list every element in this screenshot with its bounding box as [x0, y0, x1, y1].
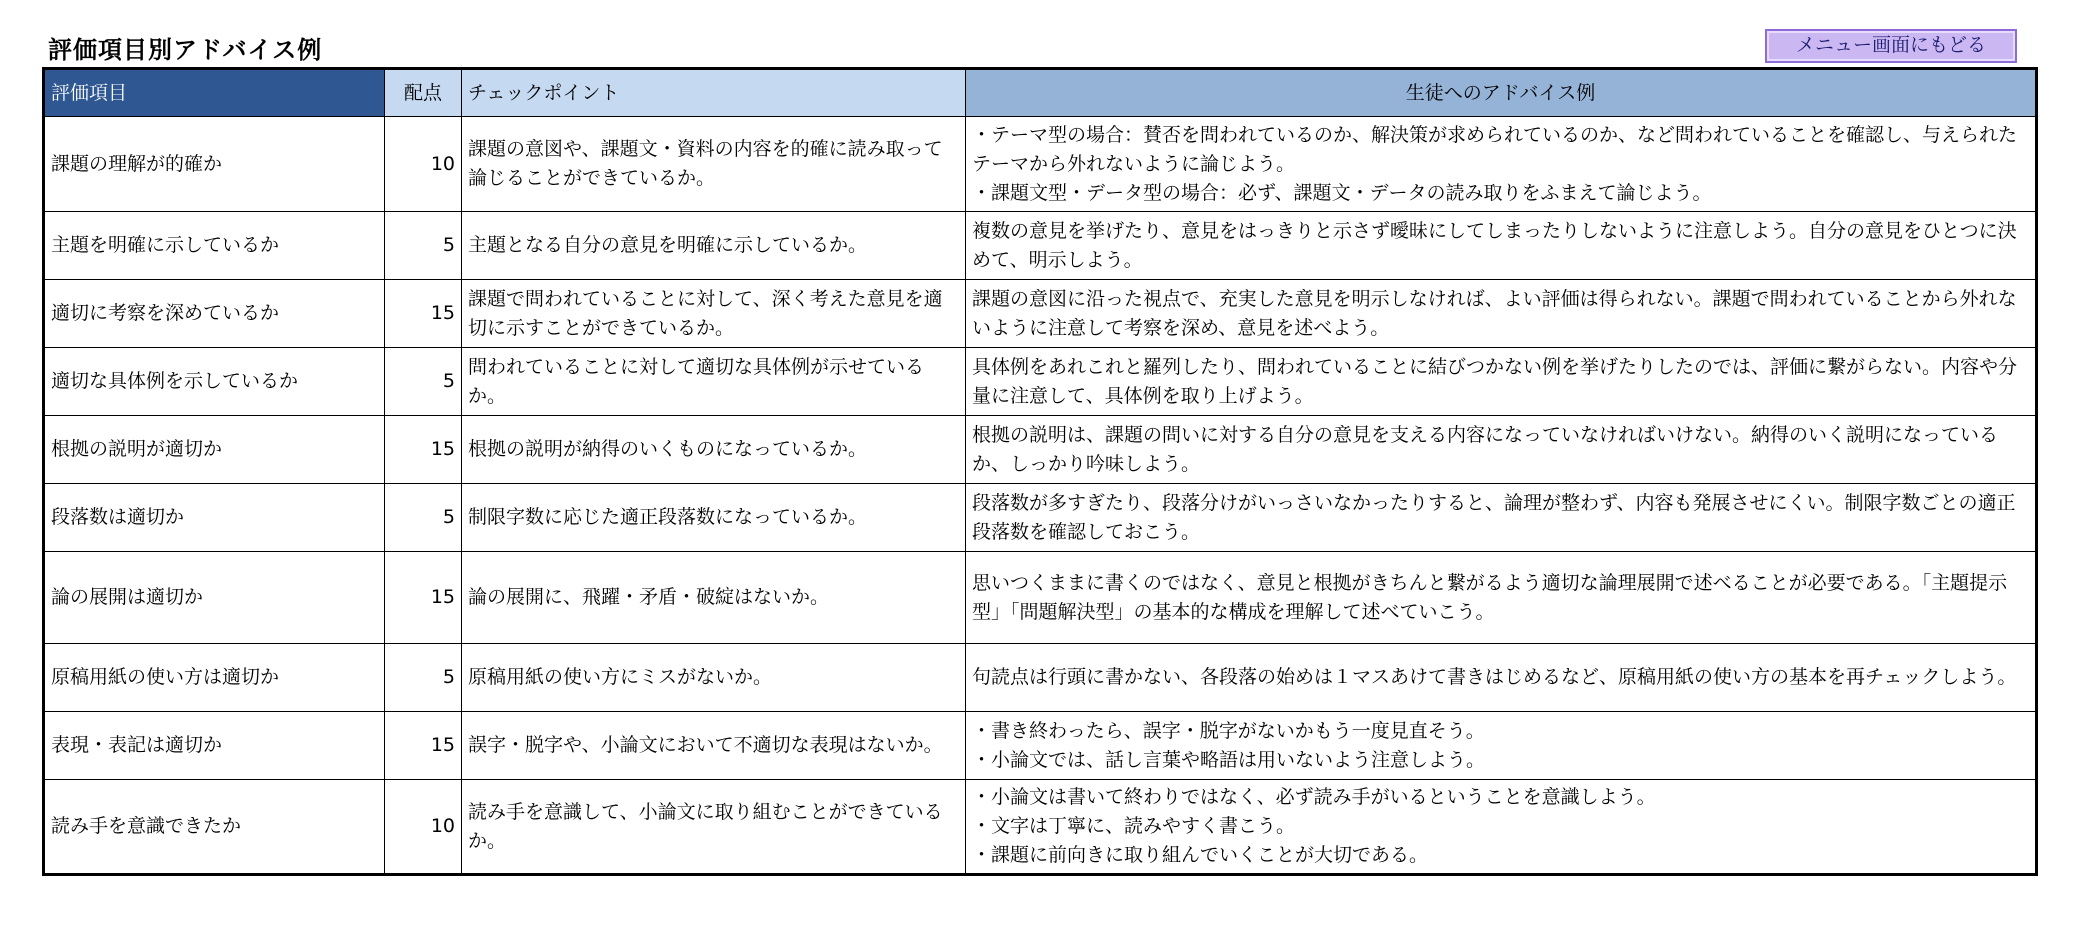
cell-checkpoint: 課題で問われていることに対して、深く考えた意見を適切に示すことができているか。	[462, 280, 966, 348]
advice-line: ・文字は丁寧に、読みやすく書こう。	[972, 815, 1296, 837]
cell-checkpoint: 論の展開に、飛躍・矛盾・破綻はないか。	[462, 552, 966, 644]
advice-line: ・小論文は書いて終わりではなく、必ず読み手がいるということを意識しよう。	[972, 786, 1656, 808]
table-row	[44, 780, 2037, 875]
cell-score: 15	[385, 280, 462, 348]
cell-score: 10	[385, 780, 462, 875]
cell-item: 適切に考察を深めているか	[44, 280, 385, 348]
table-row	[44, 644, 2037, 712]
cell-checkpoint: 制限字数に応じた適正段落数になっているか。	[462, 484, 966, 552]
header-item: 評価項目	[44, 69, 385, 117]
page-title: 評価項目別アドバイス例	[48, 36, 323, 64]
table-row	[44, 712, 2037, 780]
cell-score: 10	[385, 117, 462, 212]
table-row	[44, 280, 2037, 348]
menu-return-button[interactable]: メニュー画面にもどる	[1765, 29, 2017, 63]
cell-item: 課題の理解が的確か	[44, 117, 385, 212]
table-row	[44, 552, 2037, 644]
cell-item: 表現・表記は適切か	[44, 712, 385, 780]
cell-advice	[966, 780, 2037, 875]
cell-score: 5	[385, 348, 462, 416]
cell-item: 主題を明確に示しているか	[44, 212, 385, 280]
advice-line: 段落数が多すぎたり、段落分けがいっさいなかったりすると、論理が整わず、内容も発展させにくい。制限字数ごとの適正段落数を確認しておこう。	[972, 491, 2016, 543]
cell-item: 原稿用紙の使い方は適切か	[44, 644, 385, 712]
cell-checkpoint: 主題となる自分の意見を明確に示しているか。	[462, 212, 966, 280]
advice-line: ・課題に前向きに取り組んでいくことが大切である。	[972, 844, 1429, 866]
advice-line: ・課題文型・データ型の場合：必ず、課題文・データの読み取りをふまえて論じよう。	[972, 181, 1712, 204]
advice-line: 思いつくままに書くのではなく、意見と根拠がきちんと繋がるよう適切な論理展開で述べることが必要である。「主題提示型」「問題解決型」の基本的な構成を理解して述べていこう。	[972, 571, 2008, 623]
header-advice: 生徒へのアドバイス例	[966, 69, 2037, 117]
table-row	[44, 484, 2037, 552]
cell-item: 適切な具体例を示しているか	[44, 348, 385, 416]
advice-line: 根拠の説明は、課題の問いに対する自分の意見を支える内容になっていなければいけない。納得のいく説明になっているか、しっかり吟味しよう。	[972, 423, 1999, 475]
advice-line: ・テーマ型の場合：賛否を問われているのか、解決策が求められているのか、など問われていることを確認し、与えられたテーマから外れないように論じよう。	[972, 123, 2018, 175]
table-row	[44, 348, 2037, 416]
advice-line: 具体例をあれこれと羅列したり、問われていることに結びつかない例を挙げたりしたのでは、評価に繋がらない。内容や分量に注意して、具体例を取り上げよう。	[972, 355, 2018, 407]
cell-score: 15	[385, 416, 462, 484]
cell-advice	[966, 644, 2037, 712]
advice-line: 句読点は行頭に書かない、各段落の始めは１マスあけて書きはじめるなど、原稿用紙の使い方の基本を再チェックしよう。	[972, 666, 2017, 688]
cell-checkpoint: 誤字・脱字や、小論文において不適切な表現はないか。	[462, 712, 966, 780]
cell-item: 段落数は適切か	[44, 484, 385, 552]
advice-line: ・小論文では、話し言葉や略語は用いないよう注意しよう。	[972, 748, 1486, 771]
advice-line: ・書き終わったら、誤字・脱字がないかもう一度見直そう。	[972, 719, 1485, 742]
table-row	[44, 416, 2037, 484]
cell-advice	[966, 416, 2037, 484]
cell-score: 5	[385, 644, 462, 712]
cell-score: 15	[385, 712, 462, 780]
cell-advice	[966, 552, 2037, 644]
cell-score: 15	[385, 552, 462, 644]
header-checkpoint: チェックポイント	[462, 69, 966, 117]
advice-table	[42, 67, 2038, 876]
cell-checkpoint: 根拠の説明が納得のいくものになっているか。	[462, 416, 966, 484]
advice-line: 課題の意図に沿った視点で、充実した意見を明示しなければ、よい評価は得られない。課題で問われていることから外れないように注意して考察を深め、意見を述べよう。	[972, 287, 2017, 339]
cell-score: 5	[385, 484, 462, 552]
cell-checkpoint: 問われていることに対して適切な具体例が示せているか。	[462, 348, 966, 416]
cell-checkpoint: 課題の意図や、課題文・資料の内容を的確に読み取って論じることができているか。	[462, 117, 966, 212]
advice-line: 複数の意見を挙げたり、意見をはっきりと示さず曖昧にしてしまったりしないように注意しよう。自分の意見をひとつに決めて、明示しよう。	[972, 219, 2017, 271]
cell-advice	[966, 212, 2037, 280]
cell-advice	[966, 117, 2037, 212]
cell-score: 5	[385, 212, 462, 280]
cell-checkpoint: 原稿用紙の使い方にミスがないか。	[462, 644, 966, 712]
cell-item: 根拠の説明が適切か	[44, 416, 385, 484]
cell-item: 論の展開は適切か	[44, 552, 385, 644]
cell-item: 読み手を意識できたか	[44, 780, 385, 875]
table-row	[44, 117, 2037, 212]
table-header-row	[44, 69, 2037, 117]
header-score: 配点	[385, 69, 462, 117]
cell-advice	[966, 348, 2037, 416]
cell-advice	[966, 712, 2037, 780]
cell-checkpoint: 読み手を意識して、小論文に取り組むことができているか。	[462, 780, 966, 875]
cell-advice	[966, 484, 2037, 552]
table-row	[44, 212, 2037, 280]
cell-advice	[966, 280, 2037, 348]
